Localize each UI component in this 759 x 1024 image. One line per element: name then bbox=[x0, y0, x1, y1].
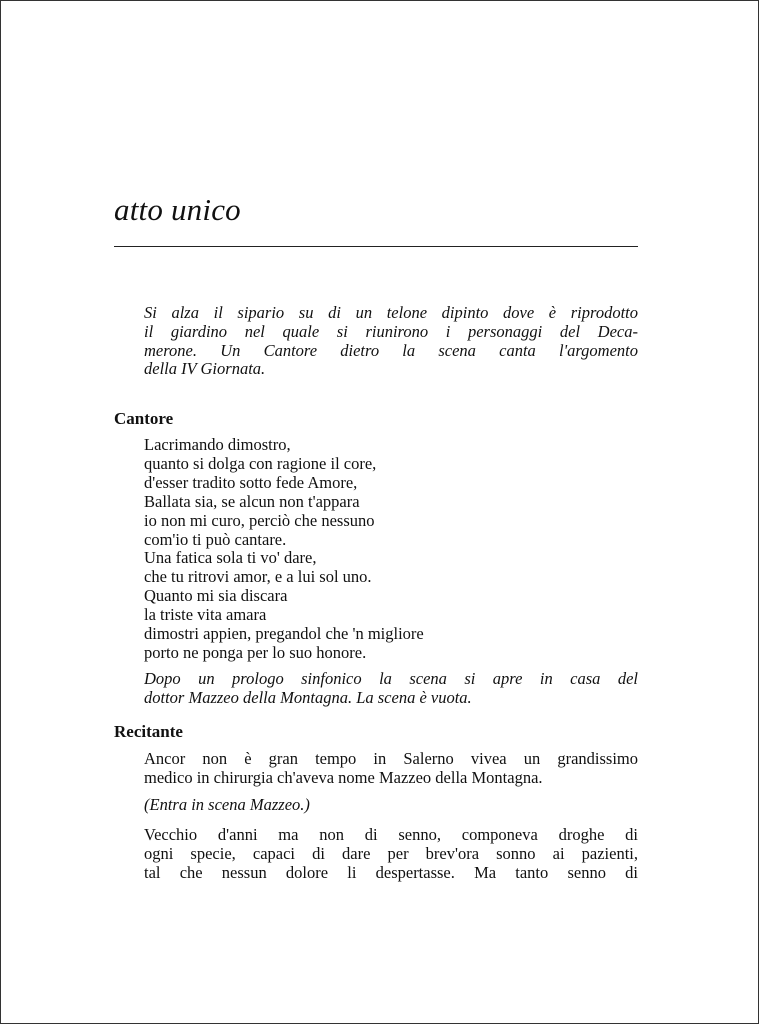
prose-line: tal che nessun dolore li despertasse. Ma tanto senno di bbox=[144, 863, 638, 882]
intro-line: della IV Giornata. bbox=[144, 360, 266, 379]
title-rule bbox=[114, 246, 638, 247]
recitante-paragraph-2 bbox=[144, 826, 638, 882]
stage-direction-line: dottor Mazzeo della Montagna. La scena è vuota. bbox=[144, 688, 472, 707]
verse-line: com'io ti può cantare. bbox=[144, 529, 287, 549]
prose-line: Vecchio d'anni ma non di senno, componeva droghe di bbox=[144, 826, 638, 844]
speaker-recitante: Recitante bbox=[114, 722, 183, 741]
verse-line: io non mi curo, perciò che nessuno bbox=[144, 510, 375, 530]
verse-line: Quanto mi sia discara bbox=[144, 586, 288, 606]
intro-line: Si alza il sipario su di un telone dipinto dove è riprodotto bbox=[144, 304, 638, 322]
chapter-title: atto unico bbox=[114, 192, 241, 227]
verse-line: porto ne ponga per lo suo honore. bbox=[144, 642, 367, 662]
verse-line: dimostri appien, pregandol che 'n migliore bbox=[144, 624, 424, 644]
intro-stage-direction bbox=[144, 304, 638, 379]
verse-line: Lacrimando dimostro, bbox=[144, 435, 291, 454]
verse-line: quanto si dolga con ragione il core, bbox=[144, 453, 377, 473]
cantore-stage-direction bbox=[144, 670, 638, 708]
prose-line: Ancor non è gran tempo in Salerno vivea un grandissimo bbox=[144, 750, 638, 768]
recitante-paragraph-1 bbox=[144, 750, 638, 788]
cantore-verse bbox=[144, 436, 638, 663]
verse-line: d'esser tradito sotto fede Amore, bbox=[144, 472, 358, 492]
recitante-stage-direction bbox=[144, 796, 638, 815]
stage-direction-line: Dopo un prologo sinfonico la scena si apre in casa del bbox=[144, 670, 638, 688]
speaker-cantore: Cantore bbox=[114, 409, 174, 428]
stage-direction-line: (Entra in scena Mazzeo.) bbox=[144, 795, 310, 814]
prose-line: ogni specie, capaci di dare per brev'ora sonno ai pazienti, bbox=[144, 844, 638, 863]
intro-line: merone. Un Cantore dietro la scena canta l'argomento bbox=[144, 341, 638, 360]
verse-line: Ballata sia, se alcun non t'appara bbox=[144, 491, 360, 511]
verse-line: che tu ritrovi amor, e a lui sol uno. bbox=[144, 567, 372, 587]
verse-line: la triste vita amara bbox=[144, 605, 267, 625]
prose-line: medico in chirurgia ch'aveva nome Mazzeo della Montagna. bbox=[144, 768, 543, 787]
intro-line: il giardino nel quale si riunirono i personaggi del Deca- bbox=[144, 322, 638, 341]
verse-line: Una fatica sola ti vo' dare, bbox=[144, 548, 317, 568]
